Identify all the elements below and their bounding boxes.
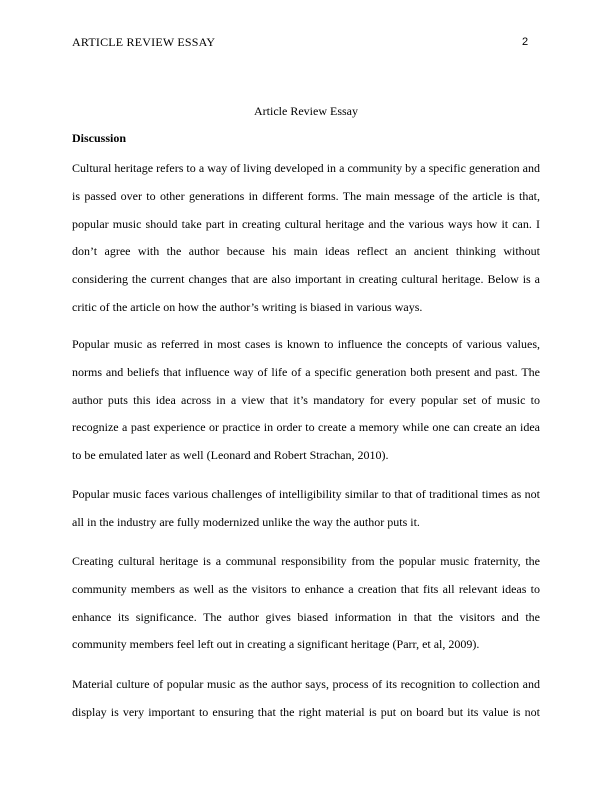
body-paragraph-3: Popular music faces various challenges of intelligibility similar to that of traditional times as not all in the industry are fully modernized unlike the way the author puts it. [72, 487, 540, 529]
body-paragraph-2: Popular music as referred in most cases is known to influence the concepts of various values, norms and beliefs that influence way of life of a specific generation both present and past. The author puts this idea across in a view that it’s mandatory for every popular set of music to recognize a past experience or practice in order to create a memory while one can create an idea to be emulated later as well (Leonard and Robert Strachan, 2010). [72, 337, 540, 463]
document-title: Article Review Essay [254, 104, 358, 118]
body-paragraph-1: Cultural heritage refers to a way of living developed in a community by a specific generation and is passed over to other generations in different forms. The main message of the article is that, popular music should take part in creating cultural heritage and the various ways how it can. I don’t agree with the author because his main ideas reflect an ancient thinking without considering the current changes that are also important in creating cultural heritage. Below is a critic of the article on how the author’s writing is biased in various ways. [72, 161, 540, 314]
body-paragraph-5: Material culture of popular music as the author says, process of its recognition to collection and display is very important to ensuring that the right material is put on board but its value is not [72, 677, 540, 719]
section-heading-discussion: Discussion [72, 131, 127, 145]
body-paragraph-4: Creating cultural heritage is a communal responsibility from the popular music fraternity, the community members as well as the visitors to enhance a creation that fits all relevant ideas to enhance its significance. The author gives biased information in that the visitors and the community members feel left out in creating a significant heritage (Parr, et al, 2009). [72, 554, 540, 652]
page-number: 2 [522, 36, 529, 48]
running-header-title: ARTICLE REVIEW ESSAY [72, 35, 216, 49]
